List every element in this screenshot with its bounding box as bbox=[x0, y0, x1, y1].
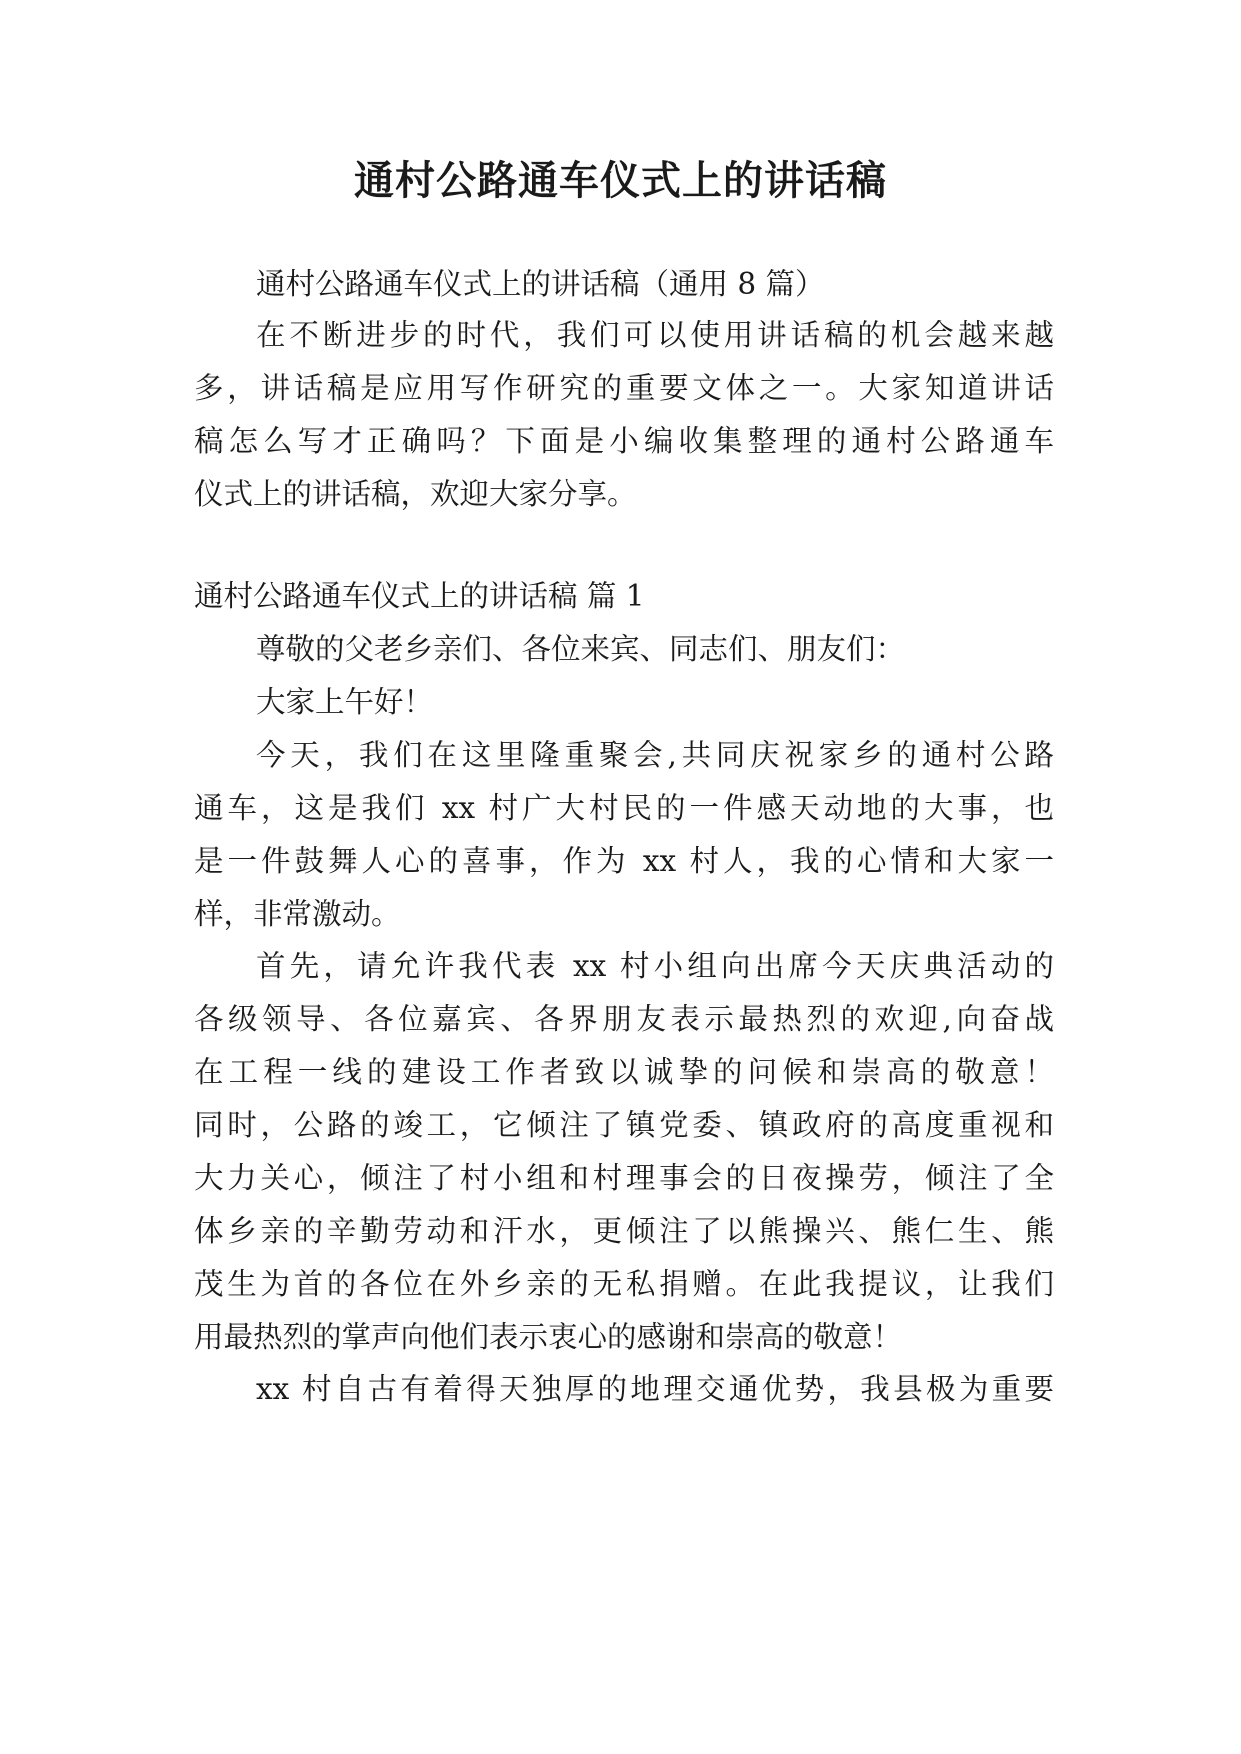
section-heading: 通村公路通车仪式上的讲话稿 篇 1 bbox=[194, 579, 645, 613]
paragraph-line: 在工程一线的建设工作者致以诚挚的问候和崇高的敬意！ bbox=[194, 1055, 1054, 1089]
greeting: 大家上午好！ bbox=[256, 685, 434, 719]
paragraph-line: 样，非常激动。 bbox=[194, 897, 401, 931]
intro-line: 多，讲话稿是应用写作研究的重要文体之一。大家知道讲话 bbox=[194, 371, 1054, 405]
paragraph-line: 是一件鼓舞人心的喜事，作为 xx 村人，我的心情和大家一 bbox=[194, 844, 1054, 878]
paragraph-line: 通车，这是我们 xx 村广大村民的一件感天动地的大事，也 bbox=[194, 791, 1054, 825]
paragraph-line: 用最热烈的掌声向他们表示衷心的感谢和崇高的敬意！ bbox=[194, 1320, 903, 1354]
paragraph-line: 首先，请允许我代表 xx 村小组向出席今天庆典活动的 bbox=[256, 949, 1054, 983]
document-subtitle: 通村公路通车仪式上的讲话稿（通用 8 篇） bbox=[256, 267, 825, 301]
intro-line: 仪式上的讲话稿，欢迎大家分享。 bbox=[194, 477, 637, 511]
salutation: 尊敬的父老乡亲们、各位来宾、同志们、朋友们： bbox=[256, 632, 906, 666]
paragraph-line: xx 村自古有着得天独厚的地理交通优势，我县极为重要 bbox=[256, 1372, 1054, 1406]
paragraph-line: 体乡亲的辛勤劳动和汗水，更倾注了以熊操兴、熊仁生、熊 bbox=[194, 1214, 1054, 1248]
intro-line: 在不断进步的时代，我们可以使用讲话稿的机会越来越 bbox=[256, 318, 1054, 352]
paragraph-line: 同时，公路的竣工，它倾注了镇党委、镇政府的高度重视和 bbox=[194, 1108, 1054, 1142]
document-title: 通村公路通车仪式上的讲话稿 bbox=[354, 158, 887, 204]
paragraph-line: 茂生为首的各位在外乡亲的无私捐赠。在此我提议，让我们 bbox=[194, 1267, 1054, 1301]
paragraph-line: 各级领导、各位嘉宾、各界朋友表示最热烈的欢迎,向奋战 bbox=[194, 1002, 1054, 1036]
paragraph-line: 今天，我们在这里隆重聚会,共同庆祝家乡的通村公路 bbox=[256, 738, 1054, 772]
paragraph-line: 大力关心，倾注了村小组和村理事会的日夜操劳，倾注了全 bbox=[194, 1161, 1054, 1195]
intro-line: 稿怎么写才正确吗？下面是小编收集整理的通村公路通车 bbox=[194, 424, 1054, 458]
